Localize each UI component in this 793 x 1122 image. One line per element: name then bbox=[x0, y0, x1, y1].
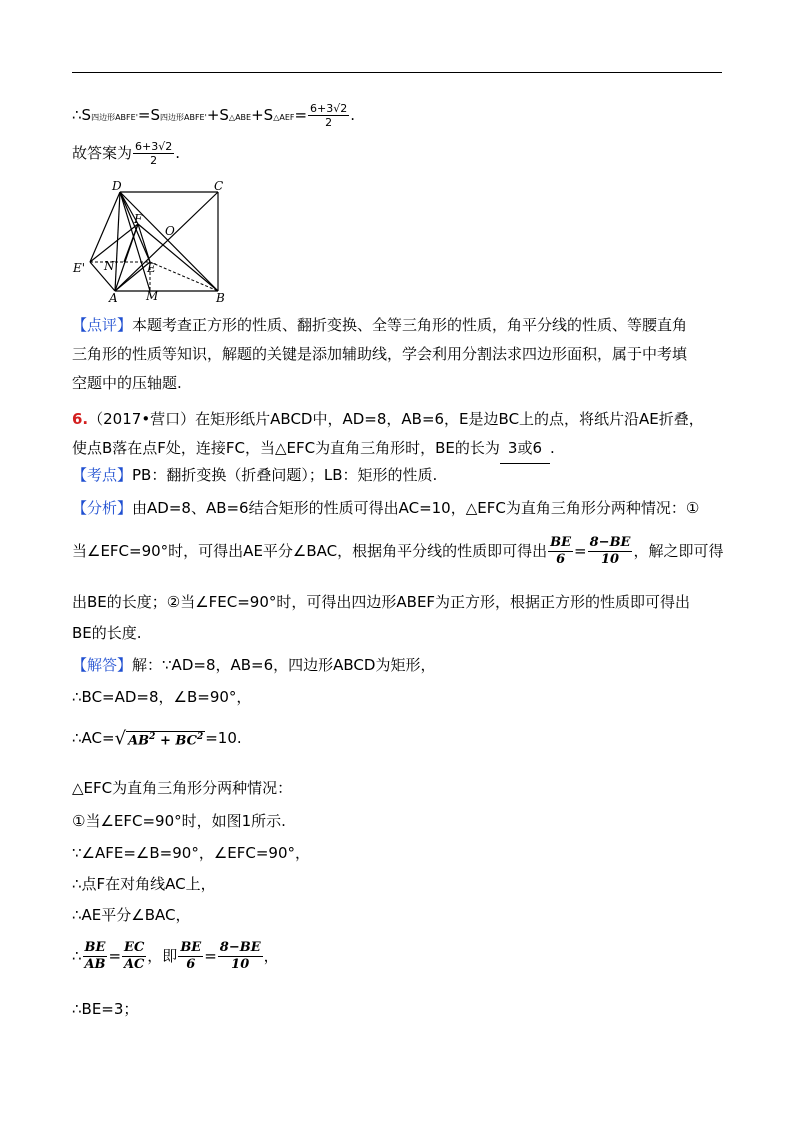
analysis-line-2: 当∠EFC=90°时，可得出AE平分∠BAC，根据角平分线的性质即可得出 $\frac{BE}{6}$ = $\frac{8-BE}{10}$ ，解之即可得 bbox=[72, 535, 724, 567]
solution-line-10: ∴BE=3； bbox=[72, 1000, 139, 1018]
label-B: B bbox=[216, 291, 225, 305]
question-6: 6.（2017•营口）在矩形纸片ABCD中，AD=8，AB=6，E是边BC上的点，将纸片沿AE折叠， 使点B落在点F处，连接FC，当△EFC为直角三角形时，BE的长为 3或6 . bbox=[72, 405, 704, 464]
answer-blank: 3或6 bbox=[500, 434, 550, 464]
comment-tag: 【点评】 bbox=[72, 316, 133, 334]
solution-line-4: △EFC为直角三角形分两种情况： bbox=[72, 779, 293, 797]
analysis-line-4: BE的长度. bbox=[72, 624, 142, 642]
area-fraction: $\frac{6+3√2}{2}$ bbox=[310, 102, 348, 129]
label-M: M bbox=[146, 289, 159, 303]
solution-line-1: 【解答】解：∵AD=8，AB=6，四边形ABCD为矩形， bbox=[72, 656, 436, 674]
area-equation-line: ∴S四边形ABFE'=S四边形ABFE'+S△ABE+S△AEF= $\frac{6+3√2}{2}$ . bbox=[72, 102, 356, 129]
label-D: D bbox=[112, 179, 122, 193]
geometry-figure bbox=[70, 178, 240, 306]
solution-line-9: ∴ $\frac{BE}{AB}$ = $\frac{EC}{AC}$ ，即 $\frac{BE}{6}$ = $\frac{8-BE}{10}$ ， bbox=[72, 940, 279, 972]
answer-line: 故答案为 $\frac{6+3√2}{2}$ . bbox=[72, 140, 181, 167]
analysis-line-1: 【分析】由AD=8、AB=6结合矩形的性质可得出AC=10，△EFC为直角三角形分两种情况：① bbox=[72, 499, 700, 517]
solution-line-3: ∴AC=√ $AB^2 + BC^2 =10$. bbox=[72, 728, 242, 749]
label-E-prime: E' bbox=[73, 261, 86, 275]
answer-fraction: $\frac{6+3√2}{2}$ bbox=[135, 140, 173, 167]
solution-line-5: ①当∠EFC=90°时，如图1所示. bbox=[72, 812, 286, 830]
comment-paragraph: 【点评】本题考查正方形的性质、翻折变换、全等三角形的性质，角平分线的性质、等腰直角 三角形的性质等知识，解题的关键是添加辅助线，学会利用分割法求四边形面积，属于中考填 空题中的压轴题. bbox=[72, 316, 688, 392]
header-rule bbox=[72, 72, 722, 73]
kaodian-line: 【考点】PB：翻折变换（折叠问题）；LB：矩形的性质. bbox=[72, 466, 438, 484]
analysis-line-3: 出BE的长度；②当∠FEC=90°时，可得出四边形ABEF为正方形，根据正方形的性质即可得出 bbox=[72, 593, 691, 611]
solution-line-6: ∵∠AFE=∠B=90°，∠EFC=90°， bbox=[72, 844, 311, 862]
solution-line-8: ∴AE平分∠BAC， bbox=[72, 906, 191, 924]
question-number: 6. bbox=[72, 410, 89, 428]
solution-line-7: ∴点F在对角线AC上， bbox=[72, 875, 216, 893]
solution-line-2: ∴BC=AD=8，∠B=90°， bbox=[72, 688, 252, 706]
label-O: O bbox=[165, 224, 175, 238]
label-A: A bbox=[109, 291, 118, 305]
label-C: C bbox=[214, 179, 224, 193]
label-F: F bbox=[134, 212, 143, 226]
label-N: N bbox=[104, 259, 115, 273]
label-E: E bbox=[147, 261, 156, 275]
